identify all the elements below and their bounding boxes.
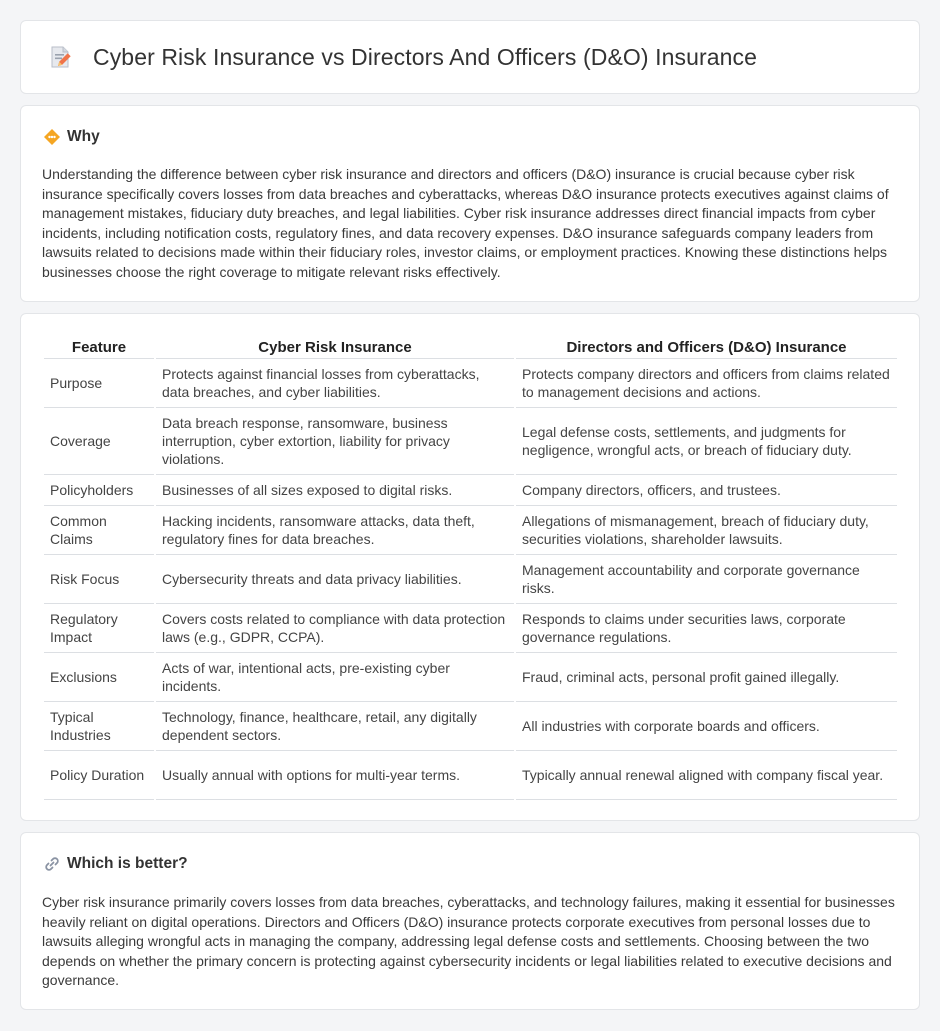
page-title: Cyber Risk Insurance vs Directors And Officers (D&O) Insurance	[93, 43, 758, 70]
dno-cell: All industries with corporate boards and officers.	[516, 702, 897, 751]
why-text: Understanding the difference between cyber risk insurance and directors and officers (D&O) insurance is crucial because cyber risk insurance specifically covers losses from data breaches and cyberattacks, whereas D&O insurance protects executives against claims of management mistakes, fiduciary duty breaches, and legal liabilities. Cyber risk insurance addresses direct financial impacts from cyber incidents, including notification costs, regulatory fines, and data recovery expenses. D&O insurance safeguards company leaders from lawsuits related to decisions made within their fiduciary roles, investor claims, or employment practices. Knowing these distinctions helps businesses choose the right coverage to mitigate relevant risks effectively.	[42, 166, 889, 280]
cyber-cell: Businesses of all sizes exposed to digital risks.	[156, 475, 514, 506]
why-title: Why	[67, 128, 100, 145]
feature-cell: Regulatory Impact	[44, 604, 154, 653]
feature-cell: Coverage	[44, 408, 154, 475]
feature-cell: Typical Industries	[44, 702, 154, 751]
dno-cell: Typically annual renewal aligned with company fiscal year.	[516, 751, 897, 800]
table-row	[44, 604, 897, 653]
diamond-warning-icon	[43, 128, 61, 146]
feature-cell: Policyholders	[44, 475, 154, 506]
cyber-cell: Cybersecurity threats and data privacy liabilities.	[156, 555, 514, 604]
document-edit-icon	[47, 44, 73, 70]
table-header-row	[44, 335, 897, 359]
better-title: Which is better?	[67, 855, 188, 872]
table-row	[44, 702, 897, 751]
dno-cell: Allegations of mismanagement, breach of fiduciary duty, securities violations, shareholder lawsuits.	[516, 506, 897, 555]
feature-cell: Exclusions	[44, 653, 154, 702]
table-row	[44, 751, 897, 800]
table-row	[44, 408, 897, 475]
dno-cell: Fraud, criminal acts, personal profit gained illegally.	[516, 653, 897, 702]
title-card	[20, 20, 920, 94]
dno-cell: Company directors, officers, and trustees.	[516, 475, 897, 506]
feature-cell: Common Claims	[44, 506, 154, 555]
cyber-cell: Usually annual with options for multi-year terms.	[156, 751, 514, 800]
feature-cell: Purpose	[44, 359, 154, 408]
cyber-cell: Covers costs related to compliance with data protection laws (e.g., GDPR, CCPA).	[156, 604, 514, 653]
feature-cell: Risk Focus	[44, 555, 154, 604]
header-dno: Directors and Officers (D&O) Insurance	[516, 335, 897, 359]
table-row	[44, 653, 897, 702]
dno-cell: Management accountability and corporate governance risks.	[516, 555, 897, 604]
table-row	[44, 555, 897, 604]
table-row	[44, 359, 897, 408]
cyber-cell: Data breach response, ransomware, business interruption, cyber extortion, liability for privacy violations.	[156, 408, 514, 475]
table-row	[44, 475, 897, 506]
dno-cell: Responds to claims under securities laws, corporate governance regulations.	[516, 604, 897, 653]
cyber-cell: Hacking incidents, ransomware attacks, data theft, regulatory fines for data breaches.	[156, 506, 514, 555]
link-icon	[43, 855, 61, 873]
why-section	[20, 105, 920, 302]
dno-cell: Protects company directors and officers from claims related to management decisions and actions.	[516, 359, 897, 408]
cyber-cell: Protects against financial losses from cyberattacks, data breaches, and cyber liabilities.	[156, 359, 514, 408]
cyber-cell: Technology, finance, healthcare, retail, any digitally dependent sectors.	[156, 702, 514, 751]
comparison-section	[20, 313, 920, 821]
table-row	[44, 506, 897, 555]
comparison-table	[42, 335, 899, 800]
which-is-better-section	[20, 832, 920, 1010]
header-cyber: Cyber Risk Insurance	[156, 335, 514, 359]
better-text: Cyber risk insurance primarily covers losses from data breaches, cyberattacks, and technology failures, making it essential for businesses heavily reliant on digital operations. Directors and Officers (D&O) insurance protects corporate executives from personal losses due to lawsuits alleging wrongful acts in managing the company, addressing legal defense costs and settlements. Choosing between the two depends on whether the primary concern is protecting against cybersecurity incidents or legal liabilities related to executive decisions and governance.	[42, 894, 895, 989]
feature-cell: Policy Duration	[44, 751, 154, 800]
dno-cell: Legal defense costs, settlements, and judgments for negligence, wrongful acts, or breach of fiduciary duty.	[516, 408, 897, 475]
cyber-cell: Acts of war, intentional acts, pre-existing cyber incidents.	[156, 653, 514, 702]
header-feature: Feature	[44, 335, 154, 359]
